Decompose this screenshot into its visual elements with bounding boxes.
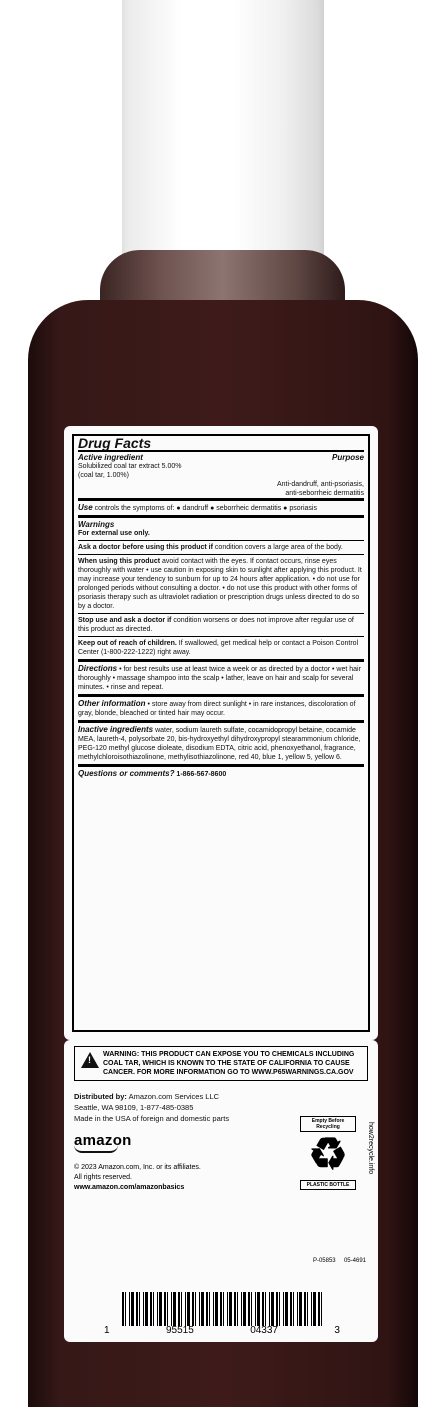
drug-facts-panel: [72, 434, 370, 1032]
use-item-psoriasis: ● psoriasis: [283, 505, 317, 512]
directions-text: • for best results use at least twice a week or as directed by a doctor • wet hair thoroughly • massage shampoo into the scalp • lather, leave on hair and scalp for several minutes. • rinse and repeat.: [78, 666, 361, 691]
distributed-by-label: Distributed by:: [74, 1092, 127, 1101]
warnings-heading: Warnings: [78, 520, 115, 529]
use-heading: Use: [78, 503, 93, 512]
other-info-heading: Other information: [78, 699, 146, 708]
lot-code: 05-4691: [343, 1258, 366, 1264]
use-item-dandruff: ● dandruff: [176, 505, 208, 512]
amazon-logo: amazon: [74, 1132, 132, 1149]
purpose-line1: Anti-dandruff, anti-psoriasis,: [276, 481, 364, 488]
ask-doctor-bold: Ask a doctor before using this product if: [78, 544, 213, 551]
other-info-section: [78, 694, 364, 720]
barcode-digit-1: 1: [104, 1325, 110, 1336]
barcode-digit-4: 3: [334, 1325, 340, 1336]
distributor-company: Amazon.com Services LLC: [128, 1092, 220, 1101]
made-in-text: Made in the USA of foreign and domestic parts: [74, 1114, 230, 1123]
barcode: [104, 1292, 340, 1336]
drug-facts-label: [64, 426, 378, 1040]
active-ingredient-line1: Solubilized coal tar extract 5.00%: [78, 463, 182, 470]
purpose-heading: Purpose: [331, 453, 364, 462]
ask-doctor-section: [78, 540, 364, 554]
directions-section: [78, 659, 364, 694]
empty-before-recycling: Empty Before Recycling: [300, 1116, 356, 1132]
keep-out-text: If swallowed, get medical help or contact a Poison Control Center (1-800-222-1222) right away.: [78, 640, 359, 656]
directions-heading: Directions: [78, 664, 118, 673]
product-codes: [313, 1258, 366, 1264]
prop65-warning-text: WARNING: THIS PRODUCT CAN EXPOSE YOU TO CHEMICALS INCLUDING COAL TAR, WHICH IS KNOWN TO THE STATE OF CALIFORNIA TO CAUSE CANCER. FOR MORE INFORMATION GO TO WWW.P65WARNINGS.CA.GOV: [103, 1051, 355, 1076]
how2recycle-text: how2recycle.info: [367, 1122, 374, 1175]
barcode-digit-2: 95515: [165, 1325, 194, 1336]
active-ingredient-heading: Active ingredient: [78, 453, 143, 462]
stop-use-section: [78, 613, 364, 636]
questions-heading: Questions or comments?: [78, 769, 175, 778]
keep-out-bold: Keep out of reach of children.: [78, 640, 177, 647]
recycle-icon: ♻: [308, 1130, 348, 1179]
p-code: P-05853: [312, 1258, 336, 1264]
other-info-text: • store away from direct sunlight • in rare instances, discoloration of gray, blonde, bleached or tinted hair may occur.: [78, 701, 356, 717]
barcode-digits: [104, 1325, 340, 1336]
purpose-line2: anti-seborrheic dermatitis: [285, 490, 364, 497]
bottle-cap: [122, 0, 324, 282]
ask-doctor-text: condition covers a large area of the body.: [214, 544, 343, 551]
copyright-line1: © 2023 Amazon.com, Inc. or its affiliates.: [74, 1164, 201, 1171]
use-item-seborrheic: ● seborrheic dermatitis: [210, 505, 281, 512]
use-text: controls the symptoms of:: [94, 505, 175, 512]
recycle-badge: [300, 1114, 356, 1190]
when-using-bold: When using this product: [78, 558, 161, 565]
stop-use-text: condition worsens or does not improve after regular use of this product as directed.: [78, 617, 354, 633]
warning-triangle-icon: !: [81, 1052, 99, 1068]
keep-out-section: [78, 636, 364, 659]
barcode-digit-3: 04337: [250, 1325, 278, 1336]
questions-section: [78, 764, 364, 781]
drug-facts-title: Drug Facts: [78, 436, 364, 452]
inactive-text: water, sodium laureth sulfate, cocamidopropyl betaine, cocamide MEA, laureth-4, polysorbate 20, bis-hydroxyethyl dihydroxypropyl stearammonium chloride, PEG-120 methyl glucose dioleate, disodium EDTA, citric acid, phenoxyethanol, fragrance, methylchloroisothiazolinone, methylisothiazolinone, red 40, blue 1, yellow 5, yellow 6.: [78, 727, 361, 761]
active-ingredient-line2: (coal tar, 1.00%): [78, 472, 129, 479]
when-using-section: [78, 554, 364, 613]
distributor-address: Seattle, WA 98109, 1-877-485-0385: [74, 1103, 194, 1112]
copyright-url: www.amazon.com/amazonbasics: [74, 1184, 185, 1191]
external-use-text: For external use only.: [78, 530, 150, 537]
inactive-heading: Inactive ingredients: [78, 725, 154, 734]
plastic-bottle-tag: PLASTIC BOTTLE: [300, 1180, 356, 1190]
inactive-section: [78, 720, 364, 764]
warnings-section: [78, 515, 364, 540]
questions-phone: 1-866-567-8600: [176, 771, 227, 778]
use-section: [78, 498, 364, 515]
when-using-text: avoid contact with the eyes. If contact occurs, rinse eyes thoroughly with water • use caution in exposing skin to sunlight after applying this product. It may increase your tendency to sunburn for up to 24 hours after application. • do not use for prolonged periods without consulting a doctor. • do not use this product with other forms of psoriasis therapy such as ultraviolet radiation or prescription drugs unless directed to do so by a doctor.: [78, 558, 362, 610]
copyright-line2: All rights reserved.: [74, 1174, 132, 1181]
prop65-warning: [74, 1046, 368, 1081]
stop-use-bold: Stop use and ask a doctor if: [78, 617, 172, 624]
barcode-bars: [122, 1292, 322, 1326]
